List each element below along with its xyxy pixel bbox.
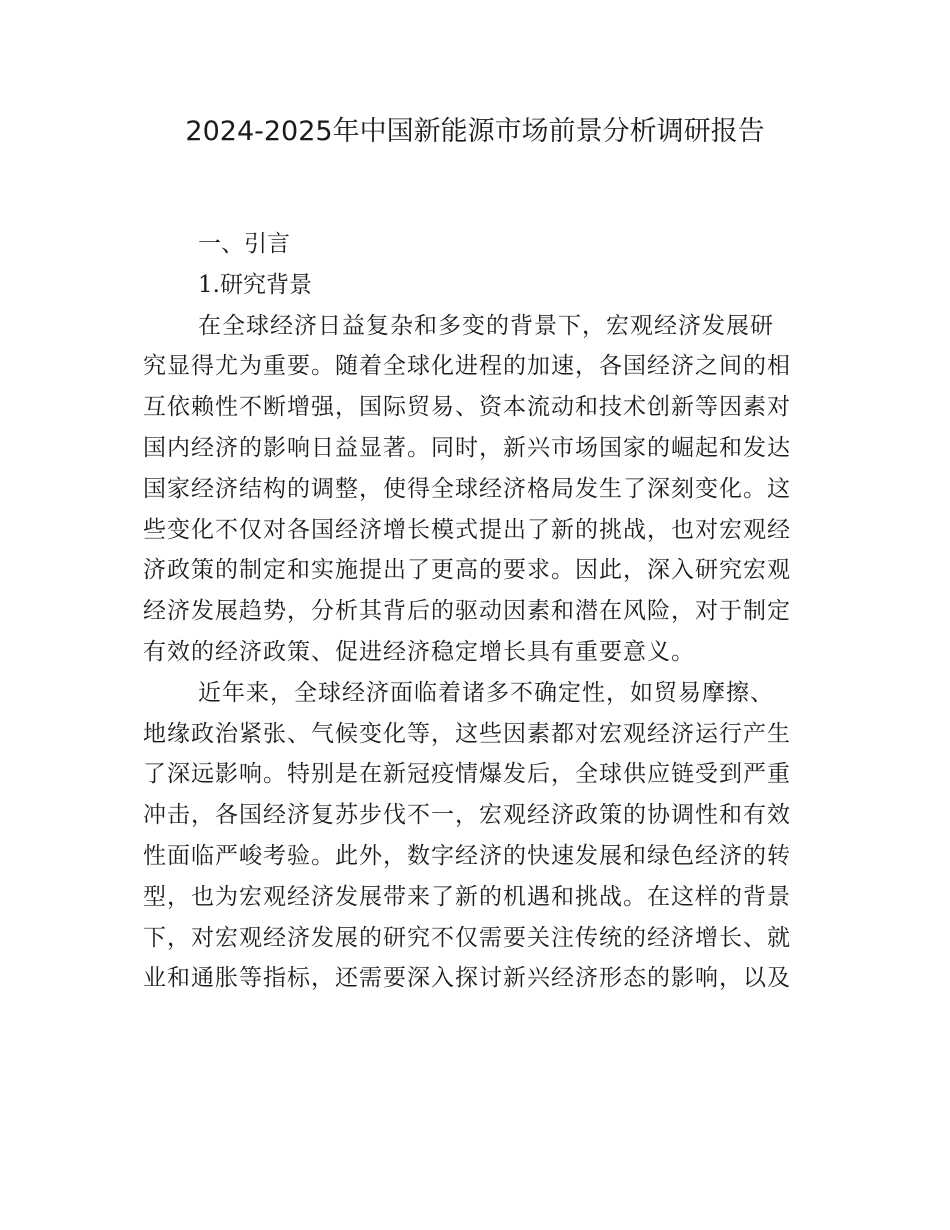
paragraph-line: 型，也为宏观经济发展带来了新的机遇和挑战。在这样的背景 (143, 883, 791, 910)
paragraph-line: 究显得尤为重要。随着全球化进程的加速，各国经济之间的相 (143, 353, 791, 380)
subsection-heading: 1.研究背景 (198, 271, 312, 298)
section-heading: 一、引言 (198, 231, 290, 257)
paragraph-line: 业和通胀等指标，还需要深入探讨新兴经济形态的影响，以及 (143, 965, 791, 992)
paragraph-line: 了深远影响。特别是在新冠疫情爆发后，全球供应链受到严重 (143, 761, 791, 788)
paragraph-line: 互依赖性不断增强，国际贸易、资本流动和技术创新等因素对 (143, 394, 791, 421)
paragraph-line: 下，对宏观经济发展的研究不仅需要关注传统的经济增长、就 (143, 924, 791, 951)
document-body (143, 224, 811, 999)
paragraph-line: 有效的经济政策、促进经济稳定增长具有重要意义。 (143, 638, 695, 665)
paragraph-1 (143, 306, 811, 673)
paragraph-line: 经济发展趋势，分析其背后的驱动因素和潜在风险，对于制定 (143, 598, 791, 625)
paragraph-line: 近年来，全球经济面临着诸多不确定性，如贸易摩擦、 (198, 679, 774, 706)
paragraph-line: 国内经济的影响日益显著。同时，新兴市场国家的崛起和发达 (143, 434, 791, 461)
paragraph-line: 些变化不仅对各国经济增长模式提出了新的挑战，也对宏观经 (143, 516, 791, 543)
paragraph-line: 冲击，各国经济复苏步伐不一，宏观经济政策的协调性和有效 (143, 802, 791, 829)
paragraph-2 (143, 673, 811, 999)
paragraph-line: 在全球经济日益复杂和多变的背景下，宏观经济发展研 (198, 312, 774, 339)
paragraph-line: 济政策的制定和实施提出了更高的要求。因此，深入研究宏观 (143, 557, 791, 584)
paragraph-line: 国家经济结构的调整，使得全球经济格局发生了深刻变化。这 (143, 475, 791, 502)
paragraph-line: 地缘政治紧张、气候变化等，这些因素都对宏观经济运行产生 (143, 720, 791, 747)
document-title: 2024-2025年中国新能源市场前景分析调研报告 (185, 116, 765, 147)
paragraph-line: 性面临严峻考验。此外，数字经济的快速发展和绿色经济的转 (143, 842, 791, 869)
